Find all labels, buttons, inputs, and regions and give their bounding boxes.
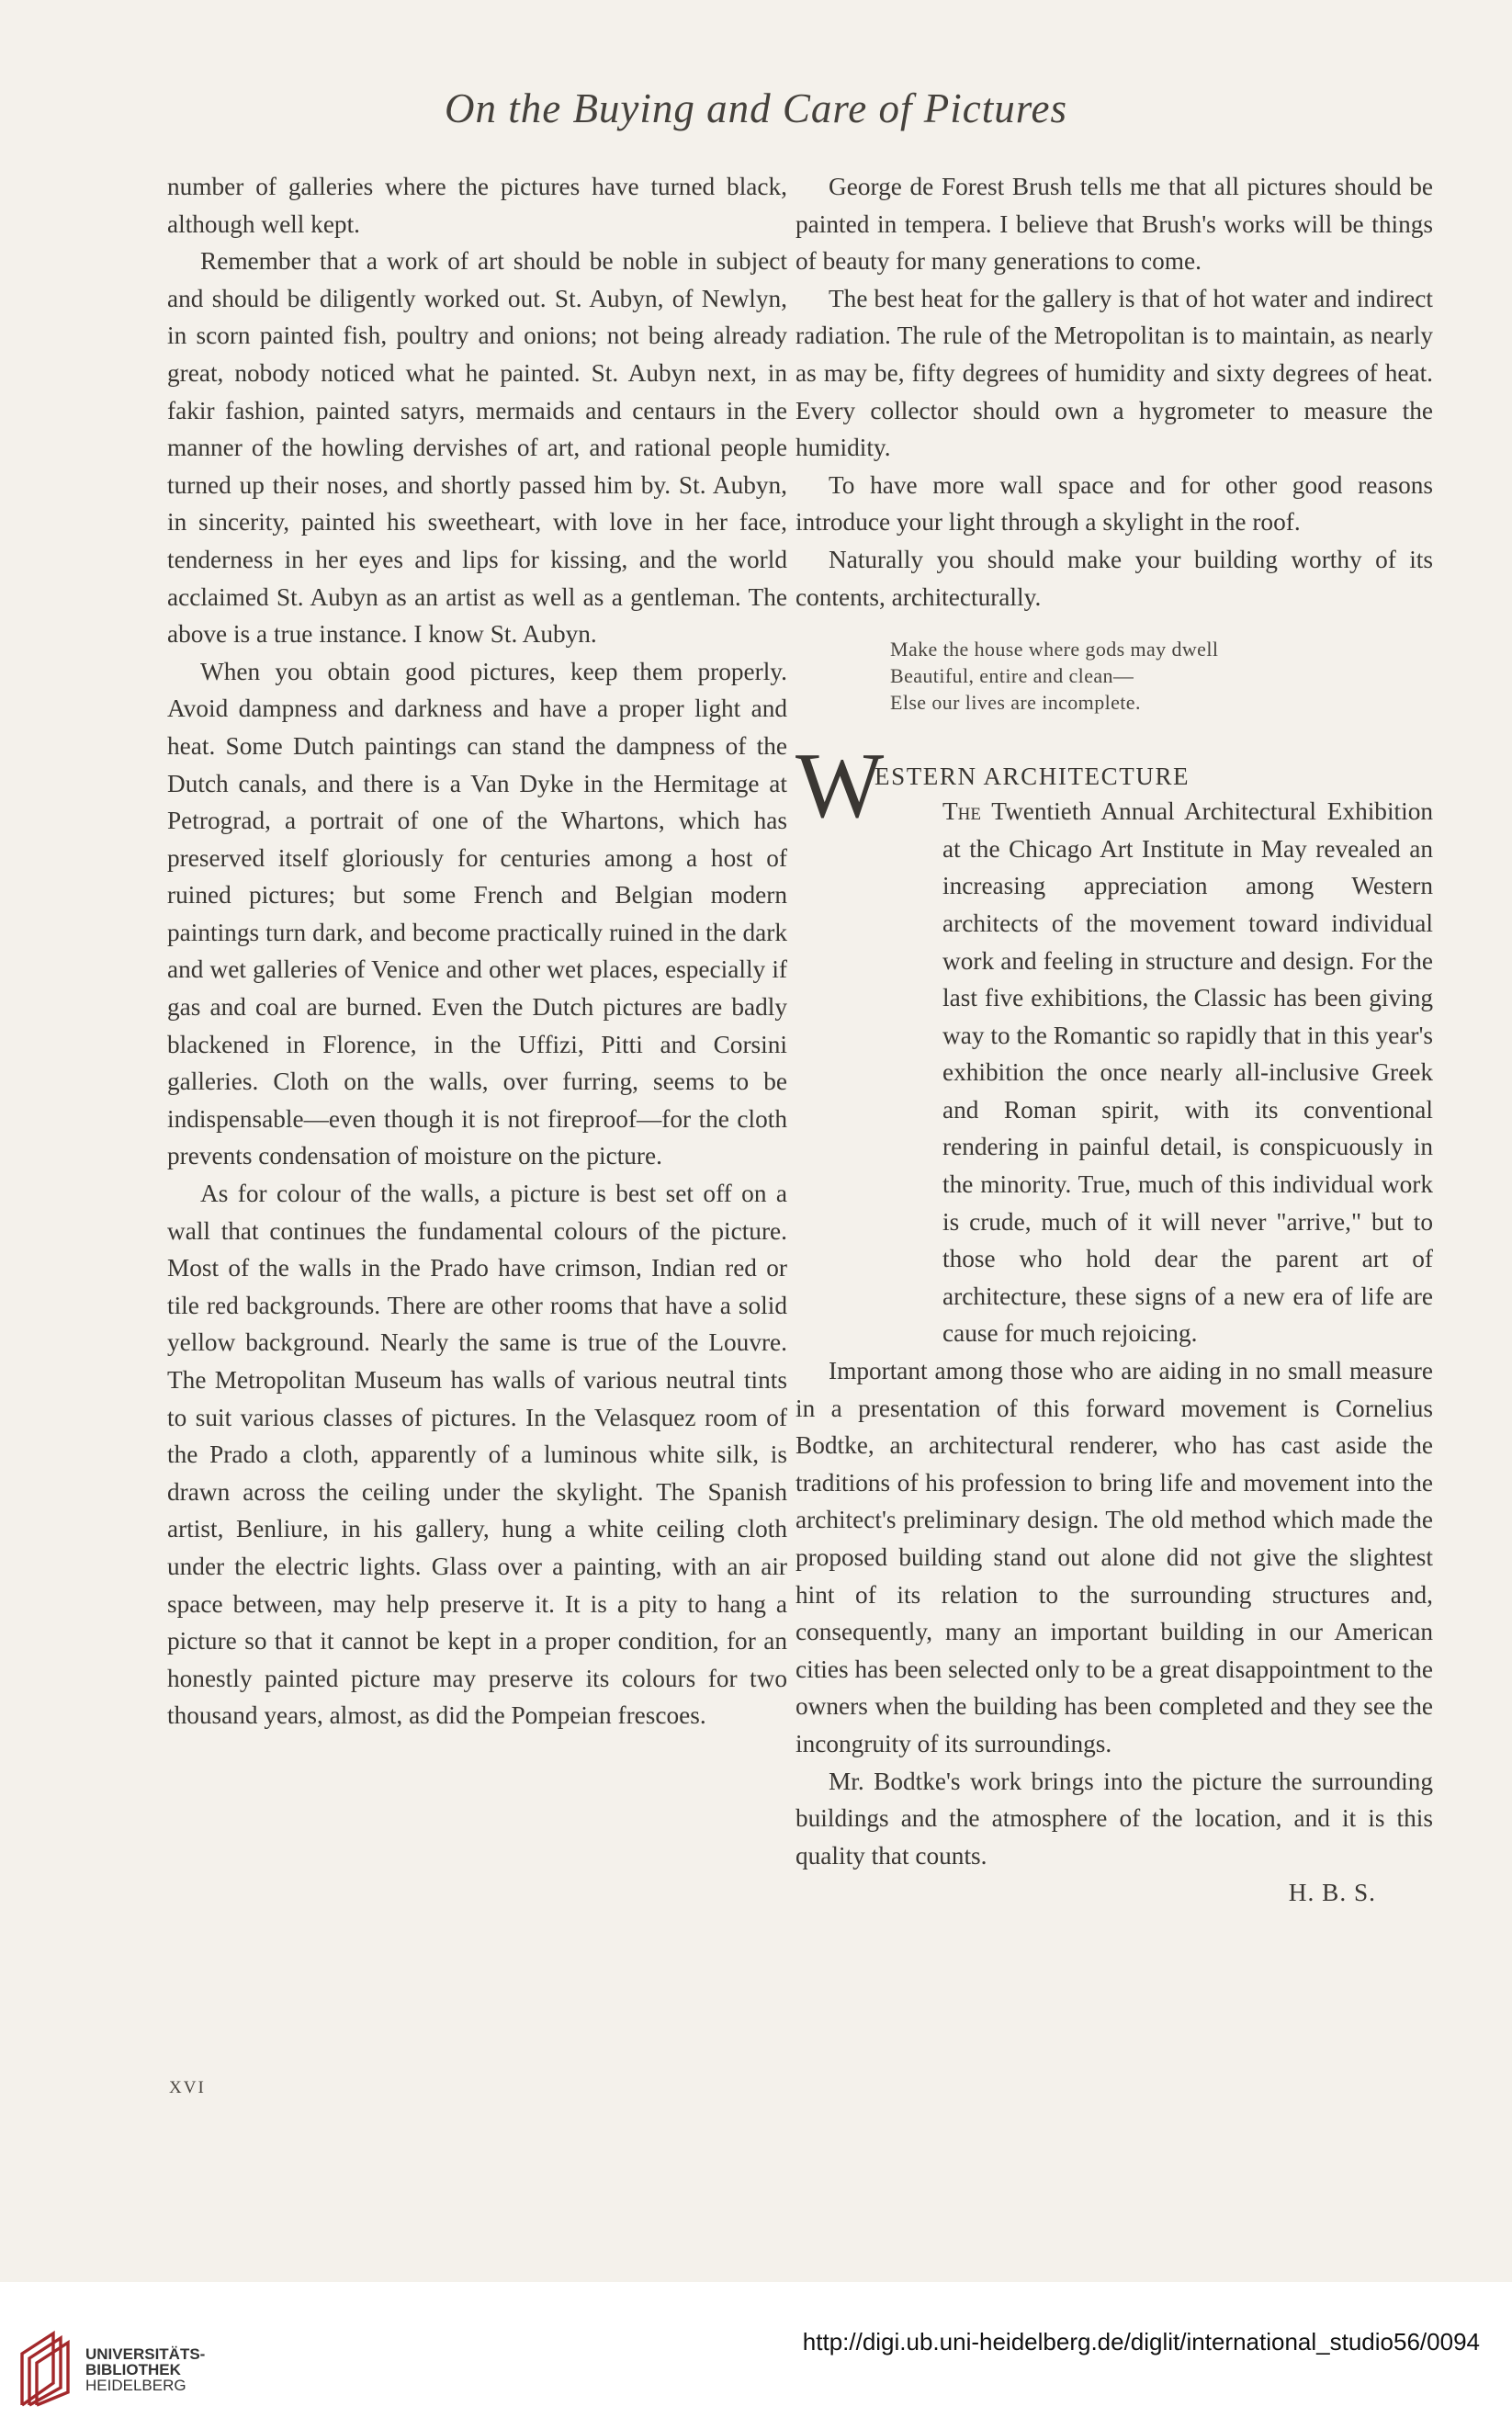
running-head: On the Buying and Care of Pictures	[444, 85, 1068, 131]
paragraph: George de Forest Brush tells me that all pictures should be painted in tempera. I believe that Brush's works will be things of beauty for many generations to come.	[795, 173, 1433, 276]
source-url-link[interactable]: http://digi.ub.uni-heidelberg.de/diglit/international_studio56/0094	[802, 2328, 1480, 2356]
paragraph: As for colour of the walls, a picture is best set off on a wall that continues the fundamental colours of the picture. Most of the walls in the Prado have crimson, Indian red or tile red backgrounds. There are other rooms that have a solid yellow background. Nearly the same is true of the Louvre. The Metropolitan Museum has walls of various neutral tints to suit various classes of pictures. In the Velasquez room of the Prado a cloth, apparently of a luminous white silk, is drawn across the ceiling under the skylight. The Spanish artist, Benliure, in his gallery, hung a white ceiling cloth under the electric lights. Glass over a painting, with an air space between, may help preserve it. It is a pity to hang a picture so that it cannot be kept in a proper condition, for an honestly painted picture may preserve its colours for two thousand years, almost, as did the Pompeian frescoes.	[167, 1180, 787, 1730]
lead-in-word: The	[942, 797, 982, 826]
page-number: XVI	[169, 2078, 206, 2097]
library-logo-icon	[17, 2326, 73, 2409]
paragraph: Naturally you should make your building worthy of its contents, architecturally.	[795, 545, 1433, 611]
paragraph: Important among those who are aiding in no small measure in a presentation of this forward movement is Cornelius Bodtke, an architectural renderer, who has cast aside the traditions of his profession to bring life and movement into the architect's preliminary design. The old method which made the proposed building stand out alone did not give the slightest hint of its relation to the surrounding structures and, consequently, many an important building in our American cities has been selected only to be a great disappointment to the owners when the building has been completed and they see the incongruity of its surroundings.	[795, 1357, 1433, 1757]
drop-cap: W	[795, 734, 885, 839]
poem-line: Beautiful, entire and clean—	[890, 664, 1134, 688]
right-column	[795, 168, 1433, 1912]
paragraph: Remember that a work of art should be noble in subject and should be diligently worked out. St. Aubyn, of Newlyn, in scorn painted fish, poultry and onions; not being already great, nobody noticed what he painted. St. Aubyn next, in fakir fashion, painted satyrs, mermaids and centaurs in the manner of the howling dervishes of art, and rational people turned up their noses, and shortly passed him by. St. Aubyn, in sincerity, painted his sweetheart, with love in her face, tenderness in her eyes and lips for kissing, and the world acclaimed St. Aubyn as an artist as well as a gentleman. The above is a true instance. I know St. Aubyn.	[167, 247, 787, 649]
poem-line: Make the house where gods may dwell	[890, 638, 1219, 661]
paragraph-text: Twentieth Annual Architectural Exhibition at the Chicago Art Institute in May revealed an increasing appreciation among Western architects of the movement toward individual work and feeling in structure and design. For the last five exhibitions, the Classic has been giving way to the Romantic so rapidly that in this year's exhibition the once nearly all-inclusive Greek and Roman spirit, with its conventional rendering in painful detail, is conspicuously in the minority. True, much of this individual work is crude, much of it will never "arrive," but to those who hold dear the parent art of architecture, these signs of a new era of life are cause for much rejoicing.	[942, 797, 1433, 1348]
library-name-line: BIBLIOTHEK	[85, 2361, 181, 2378]
digitization-footer	[0, 2282, 1512, 2429]
library-name	[85, 2346, 205, 2393]
paragraph: The best heat for the gallery is that of hot water and indirect radiation. The rule of the Metropolitan is to maintain, as nearly as may be, fifty degrees of humidity and sixty degrees of heat. Every collector should own a hygrometer to measure the humidity.	[795, 284, 1433, 462]
paragraph: number of galleries where the pictures have turned black, although well kept.	[167, 173, 787, 238]
paragraph: When you obtain good pictures, keep them properly. Avoid dampness and darkness and have a proper light and heat. Some Dutch paintings can stand the dampness of the Dutch canals, and there is a Van Dyke in the Hermitage at Petrograd, a portrait of one of the Whartons, which has preserved itself gloriously for centuries among a host of ruined pictures; but some French and Belgian modern paintings turn dark, and become practically ruined in the dark and wet galleries of Venice and other wet places, especially if gas and coal are burned. Even the Dutch pictures are badly blackened in Florence, in the Uffizi, Pitti and Corsini galleries. Cloth on the walls, over furring, seems to be indispensable—even though it is not fireproof—for the cloth prevents condensation of moisture on the picture.	[167, 657, 787, 1170]
library-name-line: UNIVERSITÄTS-	[85, 2345, 206, 2363]
author-signature: H. B. S.	[1288, 1879, 1376, 1907]
paragraph: Mr. Bodtke's work brings into the picture the surrounding buildings and the atmosphere of the location, and it is this quality that counts.	[795, 1767, 1433, 1870]
library-name-line: HEIDELBERG	[85, 2377, 186, 2394]
poem-line: Else our lives are incomplete.	[890, 691, 1141, 715]
paragraph: To have more wall space and for other good reasons introduce your light through a skylight in the roof.	[795, 470, 1433, 537]
section-heading-text: ESTERN ARCHITECTURE	[874, 763, 1190, 791]
poem-quote	[890, 636, 1433, 716]
left-column	[167, 168, 787, 1734]
section-first-paragraph	[795, 793, 1433, 1352]
